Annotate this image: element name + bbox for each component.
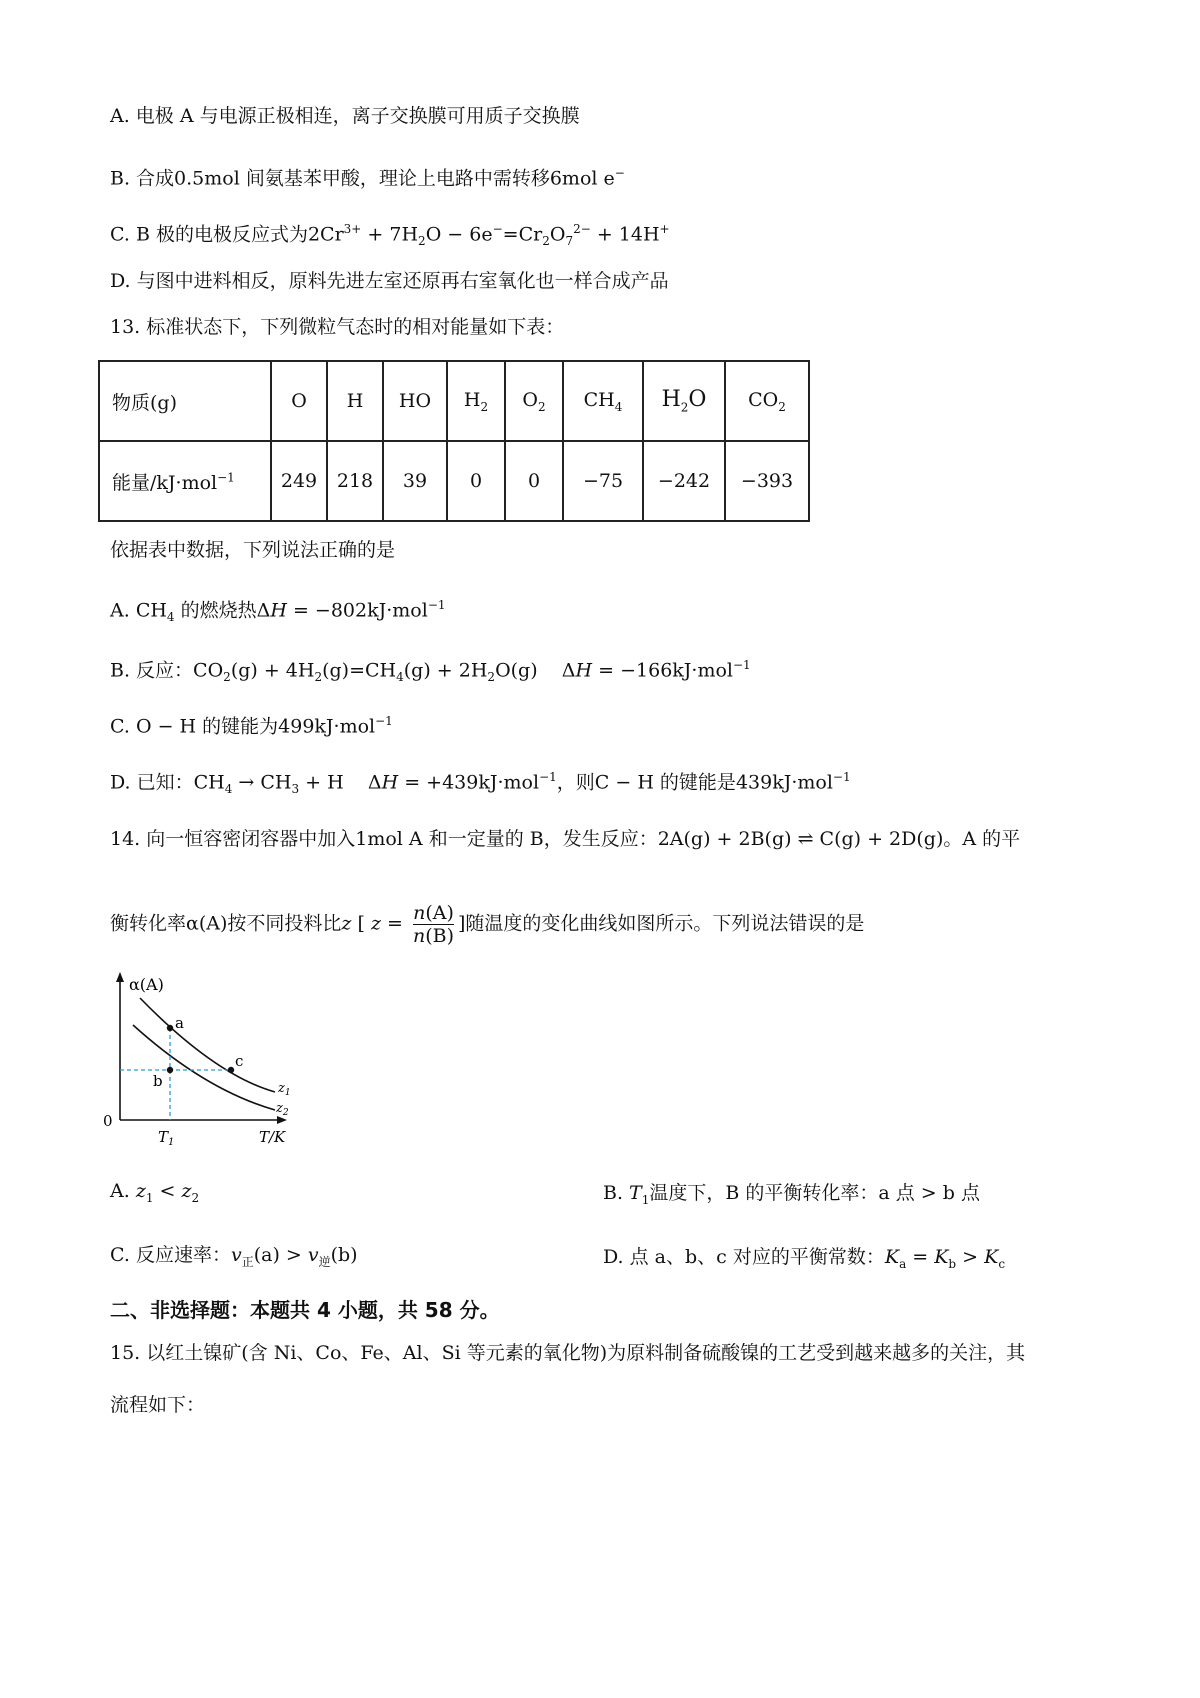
table-cell: −242 bbox=[643, 441, 725, 521]
table-cell: −393 bbox=[725, 441, 809, 521]
q13-option-c: C. O − H 的键能为499kJ·mol$^{-1}$ bbox=[110, 714, 393, 738]
q12-c-prefix: C. B 极的电极反应式为 bbox=[110, 223, 308, 246]
q13-option-d: D. 已知：$CH_4 \to CH_3 + H$ ΔH = +439kJ·mol$^{-1}$，则C − H 的键能是439kJ·mol$^{-1}$ bbox=[110, 770, 851, 797]
q12-option-a: A. 电极 A 与电源正极相连，离子交换膜可用质子交换膜 bbox=[110, 105, 580, 127]
q15-line1: 15. 以红土镍矿(含 Ni、Co、Fe、Al、Si 等元素的氧化物)为原料制备硫酸镍的工艺受到越来越多的关注，其 bbox=[110, 1342, 1026, 1364]
q14-stem-line1: 14. 向一恒容密闭容器中加入1mol A 和一定量的 B，发生反应：2A(g) + 2B(g) ⇌ C(g) + 2D(g)。A 的平 bbox=[110, 828, 1021, 850]
q14-stem-line2: 衡转化率α(A)按不同投料比z [ z = $\frac{n(A)}{n(B)}$ ]随温度的变化曲线如图所示。下列说法错误的是 bbox=[110, 902, 865, 947]
q12-b-prefix: B. 合成 bbox=[110, 167, 175, 190]
point-c-label: c bbox=[235, 1052, 244, 1070]
curve-z2 bbox=[133, 1025, 275, 1110]
table-header-species: 物质(g) bbox=[99, 361, 271, 441]
point-c bbox=[228, 1067, 234, 1073]
curve-z2-label: $z_2$ bbox=[276, 1101, 289, 1118]
point-a-label: a bbox=[175, 1014, 184, 1032]
q12-option-d: D. 与图中进料相反，原料先进左室还原再右室氧化也一样合成产品 bbox=[110, 270, 669, 292]
table-cell: $O_2$ bbox=[505, 361, 563, 441]
y-axis-arrow bbox=[116, 972, 124, 982]
point-a bbox=[167, 1025, 173, 1031]
q14-option-d: D. 点 a、b、c 对应的平衡常数：$K_a = K_b > K_c$ bbox=[603, 1246, 1006, 1271]
table-cell: HO bbox=[383, 361, 447, 441]
table-cell: $H_2O$ bbox=[643, 361, 725, 441]
energy-table bbox=[98, 360, 810, 522]
q12-b-amount: 0.5mol bbox=[174, 167, 240, 190]
conversion-graph bbox=[95, 970, 295, 1150]
table-cell: H bbox=[327, 361, 383, 441]
q12-option-c: C. B 极的电极反应式为$2Cr^{3+} + 7H_2O - 6e^-=Cr_2O_7^{2-} + 14H^+$ bbox=[110, 222, 670, 249]
table-cell: 249 bbox=[271, 441, 327, 521]
q15-line2: 流程如下： bbox=[110, 1394, 206, 1416]
q13-stem: 13. 标准状态下，下列微粒气态时的相对能量如下表： bbox=[110, 316, 565, 338]
q14-option-c: C. 反应速率：$v_正(a) > v_逆(b)$ bbox=[110, 1244, 358, 1269]
q14-option-a: A. $z_1 < z_2$ bbox=[110, 1180, 200, 1205]
table-cell: $CO_2$ bbox=[725, 361, 809, 441]
q13-prompt: 依据表中数据，下列说法正确的是 bbox=[110, 539, 396, 561]
table-cell: −75 bbox=[563, 441, 643, 521]
section-heading: 二、非选择题：本题共 4 小题，共 58 分。 bbox=[110, 1298, 500, 1322]
x-axis-label: T/K bbox=[259, 1128, 286, 1146]
table-cell: 0 bbox=[447, 441, 505, 521]
table-cell: 218 bbox=[327, 441, 383, 521]
table-row bbox=[99, 441, 809, 521]
t1-label: $T_1$ bbox=[158, 1128, 175, 1148]
origin-label: 0 bbox=[103, 1112, 113, 1130]
q12-option-b: B. 合成0.5mol 间氨基苯甲酸，理论上电路中需转移6mol e− bbox=[110, 166, 625, 190]
q12-b-end: 6mol e bbox=[549, 167, 615, 190]
q14-option-b: B. $T_1$温度下，B 的平衡转化率：a 点 > b 点 bbox=[603, 1182, 980, 1207]
y-axis-label: α(A) bbox=[129, 975, 164, 994]
point-b bbox=[167, 1067, 173, 1073]
table-cell: 39 bbox=[383, 441, 447, 521]
table-cell: 0 bbox=[505, 441, 563, 521]
q13-option-a: A. $CH_4$ 的燃烧热ΔH = −802kJ·mol$^{-1}$ bbox=[110, 598, 446, 625]
table-cell: O bbox=[271, 361, 327, 441]
table-cell: $CH_4$ bbox=[563, 361, 643, 441]
table-row bbox=[99, 361, 809, 441]
table-cell: $H_2$ bbox=[447, 361, 505, 441]
q12-b-mid: 间氨基苯甲酸，理论上电路中需转移 bbox=[239, 167, 550, 190]
curve-z1-label: $z_1$ bbox=[278, 1081, 291, 1098]
q13-option-b: B. 反应：$CO_2(g) + 4H_2(g)=CH_4(g) + 2H_2O(g)$ ΔH = −166kJ·mol$^{-1}$ bbox=[110, 658, 751, 685]
table-header-energy: 能量/kJ·mol$^{-1}$ bbox=[99, 441, 271, 521]
point-b-label: b bbox=[153, 1072, 163, 1090]
